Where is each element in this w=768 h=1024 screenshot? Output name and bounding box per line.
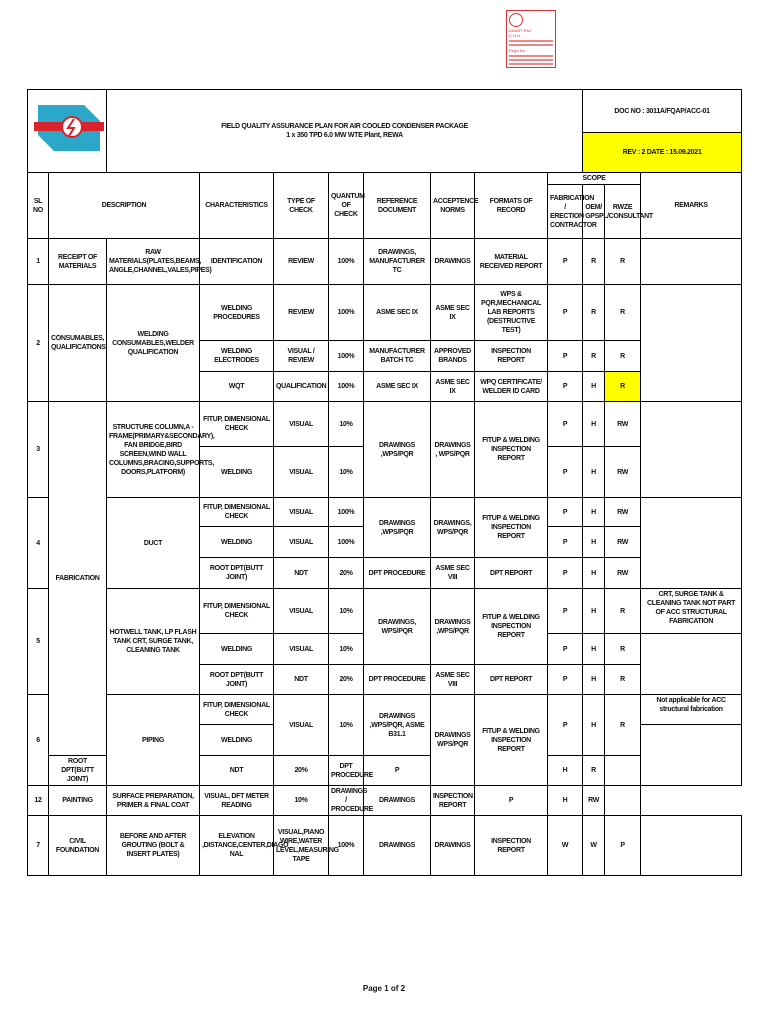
quantum: 100% xyxy=(329,285,364,341)
logo-icon xyxy=(30,91,109,171)
scope-o: H xyxy=(583,447,605,498)
type-of-check: VISUAL xyxy=(274,447,329,498)
scope-c: RW xyxy=(605,527,641,558)
reference-document: DPT PROCEDURE xyxy=(329,756,364,786)
scope-o: H xyxy=(583,634,605,665)
remarks xyxy=(641,634,742,695)
quantum: 100% xyxy=(329,239,364,285)
record-format: DPT REPORT xyxy=(475,558,548,589)
table-row xyxy=(28,695,742,725)
scope-o: R xyxy=(583,239,605,285)
scope-o: H xyxy=(583,695,605,756)
remarks xyxy=(641,816,742,876)
scope-o: R xyxy=(583,341,605,372)
characteristic: WELDING xyxy=(200,527,274,558)
type-of-check: VISUAL xyxy=(274,695,329,756)
quantum: 20% xyxy=(329,665,364,695)
remarks xyxy=(605,786,641,816)
sl-no: 1 xyxy=(28,239,49,285)
acceptance-norm: DRAWINGS xyxy=(364,786,431,816)
scope-c: RW xyxy=(583,786,605,816)
reference-document: DRAWINGS, MANUFACTURER TC xyxy=(364,239,431,285)
record-format: WPQ CERTIFICATE/ WELDER ID CARD xyxy=(475,372,548,402)
doc-number: DOC NO : 3011A/FQAP/ACC-01 xyxy=(583,90,742,133)
stamp-line: ANANT RAJ xyxy=(509,28,532,33)
acceptance-norm: DRAWINGS, WPS/PQR xyxy=(431,498,475,558)
scope-c: R xyxy=(605,239,641,285)
sl-no: 12 xyxy=(28,786,49,816)
record-format: FITUP & WELDING INSPECTION REPORT xyxy=(475,498,548,558)
quantum: 100% xyxy=(329,341,364,372)
table-row xyxy=(28,589,742,634)
reference-document: DPT PROCEDURE xyxy=(364,558,431,589)
quantum: 20% xyxy=(274,756,329,786)
record-format: INSPECTION REPORT xyxy=(431,786,475,816)
characteristic: WELDING PROCEDURES xyxy=(200,285,274,341)
quantum: 10% xyxy=(274,786,329,816)
record-format: INSPECTION REPORT xyxy=(475,816,548,876)
col-acceptence-norms: ACCEPTENCE NORMS xyxy=(431,173,475,239)
scope-c: RW xyxy=(605,498,641,527)
remarks xyxy=(641,239,742,285)
stamp-line: Regd No. xyxy=(509,48,526,53)
characteristic: FITUP, DIMENSIONAL CHECK xyxy=(200,498,274,527)
type-of-check: VISUAL xyxy=(274,498,329,527)
description: PAINTING xyxy=(49,786,107,816)
scope-p: P xyxy=(548,447,583,498)
seal-icon xyxy=(509,13,523,27)
scope-o: H xyxy=(583,558,605,589)
description: PIPING xyxy=(107,695,200,786)
acceptance-norm: DRAWINGS xyxy=(431,816,475,876)
reference-document: DRAWINGS ,WPS/PQR, ASME B31.1 xyxy=(364,695,431,756)
acceptance-norm: DRAWINGS , WPS/PQR xyxy=(431,402,475,498)
reference-document: DRAWINGS / PROCEDURE xyxy=(329,786,364,816)
type-of-check: REVIEW xyxy=(274,285,329,341)
scope-fabrication: FABRICATION / ERECTION CONTRACTOR xyxy=(548,185,583,239)
record-format: DPT REPORT xyxy=(475,665,548,695)
sl-no: 5 xyxy=(28,589,49,695)
scope-rwze: RWZE /CONSULTANT xyxy=(605,185,641,239)
table-row xyxy=(28,498,742,527)
remarks xyxy=(641,725,742,786)
remarks xyxy=(641,285,742,402)
quantum: 100% xyxy=(329,372,364,402)
type-of-check: VISUAL xyxy=(274,589,329,634)
quantum: 100% xyxy=(329,498,364,527)
remarks xyxy=(641,498,742,589)
record-format: WPS & PQR,MECHANICAL LAB REPORTS (DESTRUCTIVE TEST) xyxy=(475,285,548,341)
group-label: FABRICATION xyxy=(49,402,107,756)
scope-p: P xyxy=(548,239,583,285)
scope-oem: OEM/ GPSPL xyxy=(583,185,605,239)
col-sl-no: SL NO xyxy=(28,173,49,239)
scope-o: H xyxy=(583,498,605,527)
reference-document: DRAWINGS ,WPS/PQR xyxy=(364,402,431,498)
scope-c: R xyxy=(583,756,605,786)
scope-o: H xyxy=(583,665,605,695)
type-of-check: VISUAL xyxy=(274,402,329,447)
description: WELDING CONSUMABLES,WELDER QUALIFICATION xyxy=(107,285,200,402)
acceptance-norm: DRAWINGS ,WPS/PQR xyxy=(431,589,475,665)
characteristic: FITUP, DIMENSIONAL CHECK xyxy=(200,589,274,634)
scope-c: R xyxy=(605,372,641,402)
col-scope: SCOPE xyxy=(548,173,641,185)
scope-o: R xyxy=(583,285,605,341)
scope-c: R xyxy=(605,634,641,665)
remarks: Not applicable for ACC structural fabrication xyxy=(641,695,742,725)
characteristic: FITUP, DIMENSIONAL CHECK xyxy=(200,695,274,725)
scope-p: P xyxy=(548,527,583,558)
sl-no: 6 xyxy=(28,695,49,786)
scope-c: P xyxy=(605,816,641,876)
record-format: FITUP & WELDING INSPECTION REPORT xyxy=(475,402,548,498)
description: BEFORE AND AFTER GROUTING (BOLT & INSERT PLATES) xyxy=(107,816,200,876)
characteristic: WELDING xyxy=(200,634,274,665)
characteristic: ROOT DPT(BUTT JOINT) xyxy=(200,665,274,695)
scope-p: P xyxy=(548,558,583,589)
acceptance-norm: ASME SEC VIII xyxy=(431,665,475,695)
record-format: FITUP & WELDING INSPECTION REPORT xyxy=(475,695,548,786)
table-row xyxy=(28,402,742,447)
group-label: RECEIPT OF MATERIALS xyxy=(49,239,107,285)
quantum: 10% xyxy=(329,402,364,447)
scope-p: W xyxy=(548,816,583,876)
acceptance-norm: ASME SEC IX xyxy=(431,372,475,402)
scope-p: P xyxy=(548,634,583,665)
acceptance-norm: APPROVED BRANDS xyxy=(431,341,475,372)
group-label: CIVIL FOUNDATION xyxy=(49,816,107,876)
acceptance-norm: DRAWINGS xyxy=(431,239,475,285)
reference-document: ASME SEC IX xyxy=(364,372,431,402)
quantum: 10% xyxy=(329,634,364,665)
quantum: 20% xyxy=(329,558,364,589)
col-remarks: REMARKS xyxy=(641,173,742,239)
remarks: CRT, SURGE TANK & CLEANING TANK NOT PART OF ACC STRUCTURAL FABRICATION xyxy=(641,589,742,634)
characteristic: WELDING xyxy=(200,725,274,756)
characteristic: WELDING ELECTRODES xyxy=(200,341,274,372)
type-of-check: QUALIFICATION xyxy=(274,372,329,402)
quantum: 10% xyxy=(329,695,364,756)
scope-c: R xyxy=(605,695,641,756)
scope-o: H xyxy=(583,372,605,402)
scope-p: P xyxy=(475,786,548,816)
scope-p: P xyxy=(548,341,583,372)
sl-no: 2 xyxy=(28,285,49,402)
acceptance-norm: ASME SEC VIII xyxy=(431,558,475,589)
reference-document: DRAWINGS xyxy=(364,816,431,876)
scope-p: P xyxy=(548,285,583,341)
sl-no: 7 xyxy=(28,816,49,876)
table-row xyxy=(28,786,742,816)
title-line-2: 1 x 350 TPD 6.0 MW WTE Plant, REWA xyxy=(286,132,403,139)
characteristic: WELDING xyxy=(200,447,274,498)
record-format: INSPECTION REPORT xyxy=(475,341,548,372)
revision-date: REV : 2 DATE : 15.09.2021 xyxy=(583,133,742,173)
acceptance-norm: ASME SEC IX xyxy=(431,285,475,341)
quantum: 100% xyxy=(329,816,364,876)
stamp-line: C.H.N. xyxy=(509,33,521,38)
quantum: 100% xyxy=(329,527,364,558)
table-row xyxy=(28,239,742,285)
type-of-check: NDT xyxy=(274,558,329,589)
scope-o: H xyxy=(583,589,605,634)
scope-p: P xyxy=(548,498,583,527)
type-of-check: VISUAL xyxy=(274,634,329,665)
type-of-check: NDT xyxy=(200,756,274,786)
description: RAW MATERIALS(PLATES,BEAMS, ANGLE,CHANNEL,VALES,PIPES) xyxy=(107,239,200,285)
reference-document: DRAWINGS, WPS/PQR xyxy=(364,589,431,665)
description: DUCT xyxy=(107,498,200,589)
reference-document: ASME SEC IX xyxy=(364,285,431,341)
sl-no: 4 xyxy=(28,498,49,589)
scope-p: P xyxy=(548,402,583,447)
remarks xyxy=(641,402,742,498)
sl-no: 3 xyxy=(28,402,49,498)
scope-p: P xyxy=(548,695,583,756)
col-description: DESCRIPTION xyxy=(49,173,200,239)
description: STRUCTURE COLUMN,A - FRAME(PRIMARY&SECONDARY), FAN BRIDGE,BIRD SCREEN,WIND WALL COLUMNS,BRACING,SUPPORTS, DOORS,PLATFORM) xyxy=(107,402,200,498)
characteristic: ROOT DPT(BUTT JOINT) xyxy=(200,558,274,589)
type-of-check: VISUAL, DFT METER READING xyxy=(200,786,274,816)
scope-c: R xyxy=(605,665,641,695)
characteristic: WQT xyxy=(200,372,274,402)
quantum: 10% xyxy=(329,447,364,498)
quantum: 10% xyxy=(329,589,364,634)
col-type-of-check: TYPE OF CHECK xyxy=(274,173,329,239)
page-number: Page 1 of 2 xyxy=(362,984,406,993)
reference-document: MANUFACTURER BATCH TC xyxy=(364,341,431,372)
col-reference-document: REFERENCE DOCUMENT xyxy=(364,173,431,239)
scope-p: P xyxy=(548,589,583,634)
title-line-1: FIELD QUALITY ASSURANCE PLAN FOR AIR COOLED CONDENSER PACKAGE xyxy=(221,123,468,130)
record-format: FITUP & WELDING INSPECTION REPORT xyxy=(475,589,548,665)
scope-p: P xyxy=(548,372,583,402)
scope-o: H xyxy=(548,786,583,816)
characteristic: SURFACE PREPARATION, PRIMER & FINAL COAT xyxy=(107,786,200,816)
scope-c: R xyxy=(605,589,641,634)
col-characteristics: CHARACTERISTICS xyxy=(200,173,274,239)
scope-c: RW xyxy=(605,447,641,498)
col-quantum-of-check: QUANTUM OF CHECK xyxy=(329,173,364,239)
document-title xyxy=(107,90,583,173)
table-row xyxy=(28,285,742,341)
scope-o: H xyxy=(583,527,605,558)
table-row xyxy=(28,816,742,876)
scope-c: R xyxy=(605,285,641,341)
record-format: MATERIAL RECEIVED REPORT xyxy=(475,239,548,285)
company-logo xyxy=(28,90,107,173)
type-of-check: REVIEW xyxy=(274,239,329,285)
scope-o: H xyxy=(548,756,583,786)
type-of-check: VISUAL,PIANO WIRE,WATER LEVEL,MEASURING TAPE xyxy=(274,816,329,876)
type-of-check: NDT xyxy=(274,665,329,695)
scope-p: P xyxy=(364,756,431,786)
characteristic: FITUP, DIMENSIONAL CHECK xyxy=(200,402,274,447)
characteristic: IDENTIFICATION xyxy=(200,239,274,285)
certification-stamp xyxy=(506,10,556,68)
description: HOTWELL TANK, LP FLASH TANK CRT, SURGE TANK, CLEANING TANK xyxy=(107,589,200,695)
col-formats-of-record: FORMATS OF RECORD xyxy=(475,173,548,239)
type-of-check: VISUAL / REVIEW xyxy=(274,341,329,372)
quality-plan-table xyxy=(27,89,742,876)
scope-o: H xyxy=(583,402,605,447)
scope-c: RW xyxy=(605,402,641,447)
acceptance-norm: DRAWINGS WPS/PQR xyxy=(431,695,475,786)
scope-p: P xyxy=(548,665,583,695)
scope-o: W xyxy=(583,816,605,876)
characteristic: ELEVATION ,DISTANCE,CENTER,DIAGO NAL xyxy=(200,816,274,876)
reference-document: DRAWINGS ,WPS/PQR xyxy=(364,498,431,558)
reference-document: DPT PROCEDURE xyxy=(364,665,431,695)
characteristic: ROOT DPT(BUTT JOINT) xyxy=(49,756,107,786)
scope-c: R xyxy=(605,341,641,372)
group-label: CONSUMABLES, QUALIFICATIONS xyxy=(49,285,107,402)
scope-c: RW xyxy=(605,558,641,589)
type-of-check: VISUAL xyxy=(274,527,329,558)
